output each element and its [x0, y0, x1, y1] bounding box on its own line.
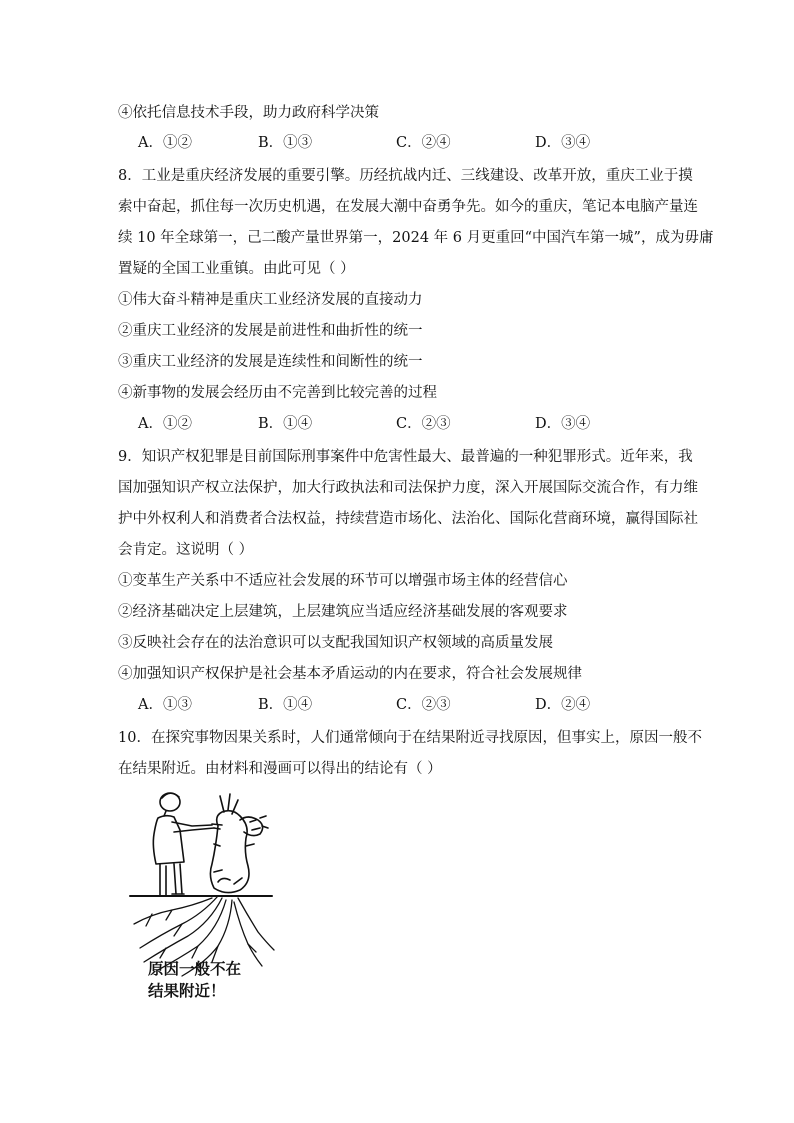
q8-options	[138, 414, 698, 434]
q9-options	[138, 695, 698, 715]
q10-stem-line: 10．在探究事物因果关系时，人们通常倾向于在结果附近寻找原因，但事实上，原因一般不	[118, 730, 702, 746]
q7-option-a[interactable]: A．①②	[138, 135, 192, 151]
q8-statement-4: ④新事物的发展会经历由不完善到比较完善的过程	[118, 385, 437, 401]
q10-stem-line: 在结果附近。由材料和漫画可以得出的结论有（ ）	[118, 761, 442, 777]
q8-statement-2: ②重庆工业经济的发展是前进性和曲折性的统一	[118, 323, 423, 339]
q8-stem-line: 置疑的全国工业重镇。由此可见（ ）	[118, 261, 355, 277]
q9-statement-2: ②经济基础决定上层建筑，上层建筑应当适应经济基础发展的客观要求	[118, 604, 568, 620]
q9-option-b[interactable]: B．①④	[258, 697, 313, 713]
q9-stem-line: 国加强知识产权立法保护，加大行政执法和司法保护力度，深入开展国际交流合作，有力维	[118, 480, 698, 496]
q7-options	[138, 133, 698, 153]
q9-option-a[interactable]: A．①③	[138, 697, 192, 713]
q8-stem-line: 续 10 年全球第一，己二酸产量世界第一，2024 年 6 月更重回“中国汽车第一城”，成为毋庸	[118, 230, 714, 246]
q7-option-b[interactable]: B．①③	[258, 135, 313, 151]
q9-statement-1: ①变革生产关系中不适应社会发展的环节可以增强市场主体的经营信心	[118, 573, 568, 589]
q9-option-c[interactable]: C．②③	[396, 697, 451, 713]
cartoon-caption	[148, 958, 241, 1002]
q9-stem-line: 会肯定。这说明（ ）	[118, 542, 254, 558]
q7-option-d[interactable]: D．③④	[535, 135, 591, 151]
q9-stem-line: 9．知识产权犯罪是目前国际刑事案件中危害性最大、最普遍的一种犯罪形式。近年来，我	[118, 449, 693, 465]
q9-statement-3: ③反映社会存在的法治意识可以支配我国知识产权领域的高质量发展	[118, 635, 553, 651]
plant-figure	[210, 794, 268, 893]
q8-option-b[interactable]: B．①④	[258, 416, 313, 432]
q8-option-d[interactable]: D．③④	[535, 416, 591, 432]
q8-option-c[interactable]: C．②③	[396, 416, 451, 432]
cartoon-caption-line-2: 结果附近！	[148, 982, 226, 1000]
q9-statement-4: ④加强知识产权保护是社会基本矛盾运动的内在要求，符合社会发展规律	[118, 666, 582, 682]
q8-stem-line: 8．工业是重庆经济发展的重要引擎。历经抗战内迁、三线建设、改革开放，重庆工业于摸	[118, 168, 693, 184]
cartoon-caption-line-1: 原因一般不在	[148, 960, 242, 978]
q8-option-a[interactable]: A．①②	[138, 416, 192, 432]
q8-statement-3: ③重庆工业经济的发展是连续性和间断性的统一	[118, 354, 423, 370]
q7-option-c[interactable]: C．②④	[396, 135, 451, 151]
q7-statement-4: ④依托信息技术手段，助力政府科学决策	[118, 105, 379, 121]
q9-stem-line: 护中外权利人和消费者合法权益，持续营造市场化、法治化、国际化营商环境，赢得国际社	[118, 511, 698, 527]
q8-statement-1: ①伟大奋斗精神是重庆工业经济发展的直接动力	[118, 292, 423, 308]
q8-stem-line: 索中奋起，抓住每一次历史机遇，在发展大潮中奋勇争先。如今的重庆，笔记本电脑产量连	[118, 199, 698, 215]
q9-option-d[interactable]: D．②④	[535, 697, 591, 713]
